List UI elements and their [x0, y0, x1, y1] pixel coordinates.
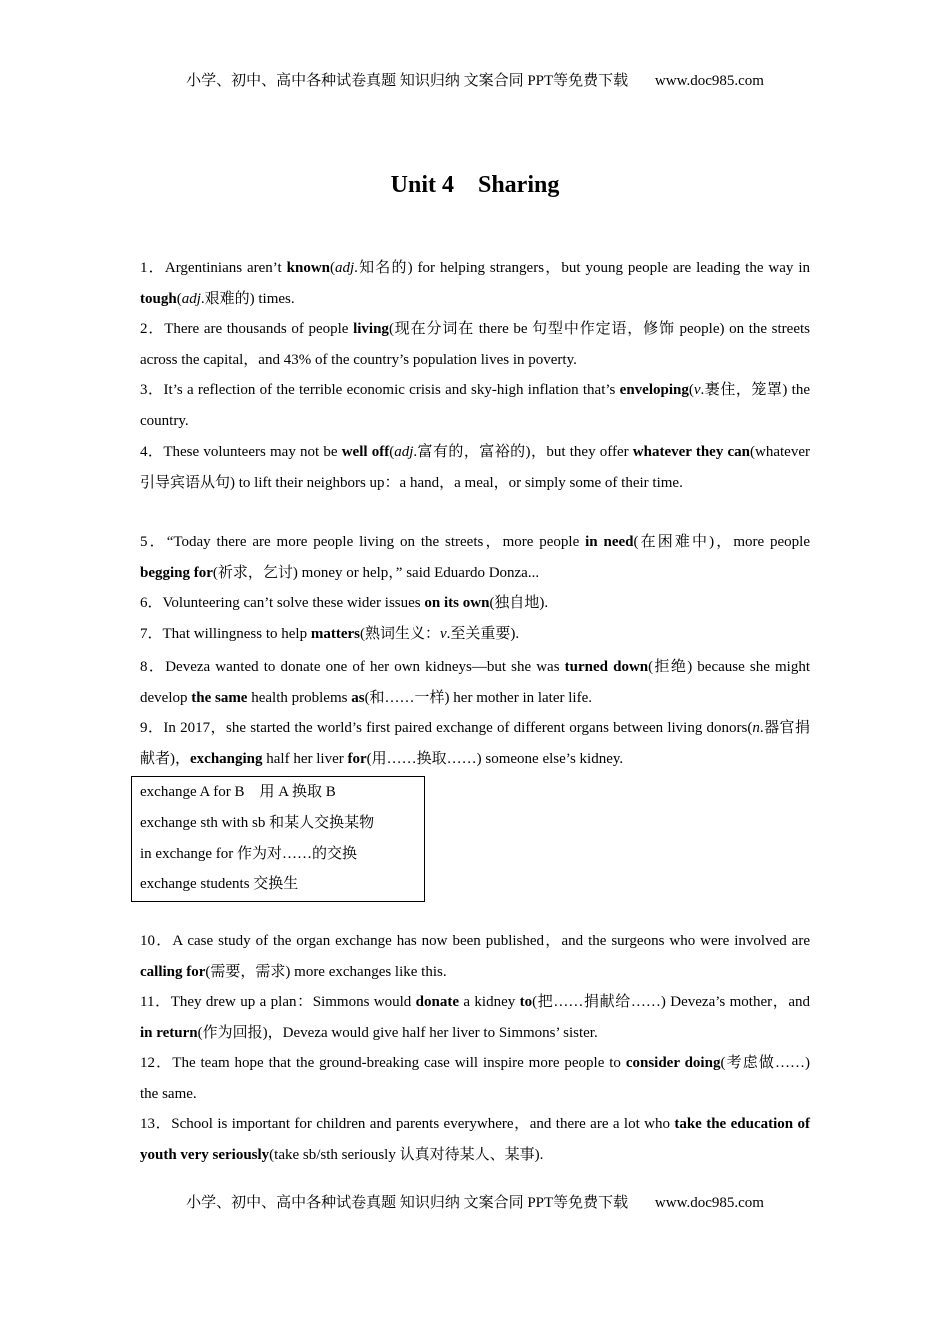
part-of-speech: adj — [394, 444, 414, 460]
vocab-item — [140, 652, 810, 713]
part-of-speech: v — [693, 382, 701, 398]
item-text: (祈求，乞讨) money or help，” said Eduardo Donza... — [212, 564, 540, 581]
key-phrase: take the education of youth very seriously — [140, 1116, 810, 1163]
item-text: health problems — [247, 689, 352, 706]
vocab-item — [140, 713, 810, 774]
item-text: ( — [330, 260, 335, 276]
key-phrase: turned down — [564, 659, 649, 675]
item-text: 13．School is important for children and parents everywhere，and there are a lot who — [140, 1116, 675, 1132]
vocab-item — [140, 1109, 810, 1170]
item-text: .裹住，笼罩) the country. — [140, 382, 810, 429]
item-text: .知名的) for helping strangers，but young people are leading the way in — [354, 260, 810, 276]
page-footer — [0, 1191, 950, 1212]
key-phrase: matters — [310, 626, 360, 642]
key-phrase: begging for — [140, 564, 213, 581]
key-phrase: as — [351, 689, 365, 706]
page-title — [0, 172, 950, 199]
key-phrase: calling for — [140, 963, 206, 980]
item-text: 4．These volunteers may not be — [140, 444, 342, 460]
vocab-item — [140, 1048, 810, 1109]
part-of-speech: v — [439, 626, 447, 642]
item-text: ( — [688, 382, 694, 398]
key-phrase: enveloping — [619, 382, 689, 398]
unit-label: Unit 4 — [390, 172, 454, 198]
vocab-item — [140, 588, 810, 619]
key-phrase: exchanging — [190, 750, 263, 767]
item-text: (take sb/sth seriously 认真对待某人、某事). — [269, 1146, 544, 1163]
page-header — [0, 69, 950, 90]
item-text: 7．That willingness to help — [140, 626, 311, 642]
key-phrase: living — [353, 321, 389, 337]
item-text: (考虑做……) the same. — [140, 1055, 810, 1102]
item-text: .艰难的) times. — [200, 290, 295, 307]
vocab-item — [140, 437, 810, 498]
part-of-speech: adj — [181, 290, 201, 307]
part-of-speech: adj — [335, 260, 355, 276]
item-text: .至关重要). — [446, 626, 520, 642]
vocab-item — [140, 253, 810, 314]
item-text: (独自地). — [489, 595, 549, 611]
item-text: (和……一样) her mother in later life. — [364, 689, 592, 706]
vocab-item — [140, 527, 810, 588]
box-line: exchange students 交换生 — [140, 876, 299, 892]
vocab-item — [140, 314, 810, 375]
item-text: ( — [176, 290, 182, 307]
item-text: (whatever 引导宾语从句) to lift their neighbors up：a hand，a meal，or simply some of their time. — [140, 444, 810, 491]
key-phrase: well off — [341, 444, 390, 460]
item-text: a kidney — [459, 994, 520, 1010]
key-phrase: for — [347, 750, 367, 767]
item-text: half her liver — [262, 750, 348, 767]
item-text: (用……换取……) someone else’s kidney. — [366, 750, 624, 767]
box-line: in exchange for 作为对……的交换 — [140, 846, 358, 862]
item-text: 11．They drew up a plan：Simmons would — [140, 994, 416, 1010]
footer-url: www.doc985.com — [654, 1195, 764, 1211]
vocab-item — [140, 987, 810, 1048]
key-phrase: on its own — [424, 595, 490, 611]
item-text: 6．Volunteering can’t solve these wider issues — [140, 595, 425, 611]
item-text: 5．“Today there are more people living on the streets，more people — [140, 534, 586, 550]
unit-name: Sharing — [477, 172, 560, 198]
exchange-phrases-box — [131, 776, 425, 902]
box-line: exchange A for B 用 A 换取 B — [140, 784, 336, 800]
item-text: .富有的，富裕的)，but they offer — [413, 444, 633, 460]
vocab-item — [140, 926, 810, 987]
item-text: 3．It’s a reflection of the terrible economic crisis and sky-high inflation that’s — [140, 382, 620, 398]
item-text: (把……捐献给……) Deveza’s mother，and — [532, 994, 811, 1010]
key-phrase: tough — [140, 290, 177, 307]
item-text: 12．The team hope that the ground-breaking case will inspire more people to — [140, 1055, 626, 1071]
item-text: (作为回报)，Deveza would give half her liver to Simmons’ sister. — [197, 1024, 598, 1041]
item-text: ( — [389, 444, 395, 460]
item-text: (需要，需求) more exchanges like this. — [205, 963, 447, 980]
key-phrase: consider doing — [625, 1055, 721, 1071]
key-phrase: to — [519, 994, 533, 1010]
part-of-speech: n — [752, 720, 760, 736]
box-line: exchange sth with sb 和某人交换某物 — [140, 815, 375, 831]
key-phrase: in need — [585, 534, 634, 550]
key-phrase: donate — [415, 994, 460, 1010]
item-text: (拒绝) because she might develop — [140, 659, 810, 706]
item-text: .器官捐献者)， — [140, 720, 810, 767]
item-text: (熟词生义： — [359, 626, 440, 642]
header-url: www.doc985.com — [654, 73, 764, 89]
item-text: (现在分词在 there be 句型中作定语，修饰 people) on the streets across the capital，and 43% of the country’s population lives in poverty. — [140, 321, 810, 368]
vocab-item — [140, 375, 810, 436]
item-text: 9．In 2017，she started the world’s first paired exchange of different organs between living donors( — [140, 720, 753, 736]
key-phrase: the same — [191, 689, 248, 706]
item-text: (在困难中)，more people — [633, 534, 810, 550]
footer-text: 小学、初中、高中各种试卷真题 知识归纳 文案合同 PPT等免费下载 — [186, 1195, 629, 1211]
item-text: 8．Deveza wanted to donate one of her own kidneys—but she was — [140, 659, 565, 675]
header-text: 小学、初中、高中各种试卷真题 知识归纳 文案合同 PPT等免费下载 — [186, 73, 629, 89]
item-text: 1．Argentinians aren’t — [140, 260, 287, 276]
item-text: 2．There are thousands of people — [140, 321, 354, 337]
key-phrase: known — [286, 260, 330, 276]
key-phrase: in return — [140, 1024, 198, 1041]
key-phrase: whatever they can — [632, 444, 751, 460]
item-text: 10．A case study of the organ exchange has now been published，and the surgeons who were involved are — [140, 933, 810, 949]
vocab-item — [140, 619, 810, 650]
